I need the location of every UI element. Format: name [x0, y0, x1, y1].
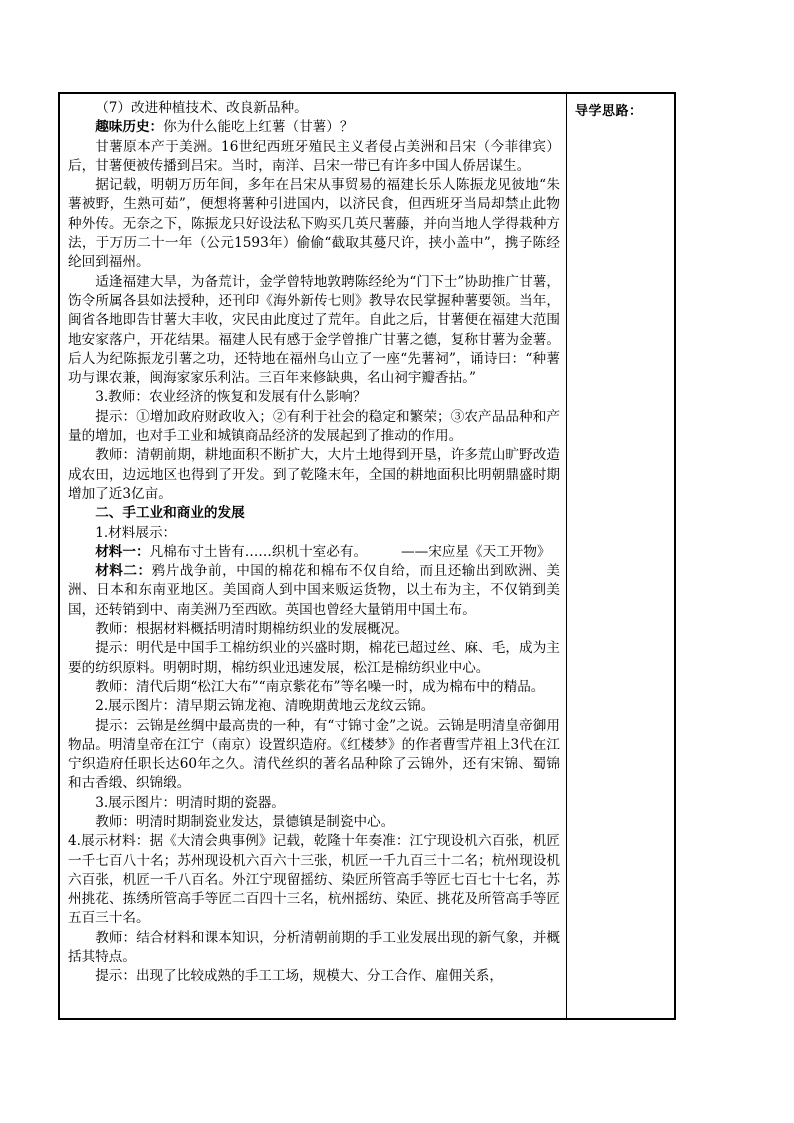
paragraph: 据记载，明朝万历年间，多年在吕宋从事贸易的福建长乐人陈振龙见彼地“朱薯被野，生熟可茹”，便想将薯种引进国内，以济民食，但西班牙当局却禁止此物种外传。无奈之下，陈振龙只好设法私下购买几英尺薯藤，并向当地人学得栽种方法，于万历二十一年（公元1593年）偷偷“截取其蔓尺许，挟小盖中”，携子陈经纶回到福州。	[68, 177, 560, 271]
paragraph: 教师：清代后期“松江大布”“南京紫花布”等名噪一时，成为棉布中的精品。	[95, 678, 545, 695]
guide-column	[567, 94, 674, 1018]
paragraph: 材料一：凡棉布寸土皆有……织机十室必有。 ——宋应星《天工开物》	[95, 543, 551, 560]
paragraph: 提示：出现了比较成熟的手工工场，规模大、分工合作、雇佣关系，	[95, 968, 503, 985]
section-heading: 二、手工业和商业的发展	[95, 505, 245, 522]
paragraph: 趣味历史：你为什么能吃上红薯（甘薯）？	[95, 119, 354, 136]
paragraph: 教师：明清时期制瓷业发达，景德镇是制瓷中心。	[95, 813, 395, 830]
paragraph: 3.教师：农业经济的恢复和发展有什么影响？	[95, 389, 367, 406]
paragraph: 4.展示材料：据《大清会典事例》记载，乾隆十年奏准：江宁现设机六百张，机匠一千七百八十名；苏州现设机六百六十三张，机匠一千九百三十二名；杭州现设机六百张，机匠一千八百名。外江宁现留摇纺、染匠所管高手等匠七百七十七名，苏州挑花、拣绣所管高手等匠二百四十三名，杭州摇纺、染匠、挑花及所管高手等匠五百三十名。	[68, 833, 560, 927]
paragraph: 教师：结合材料和课本知识，分析清朝前期的手工业发展出现的新气象，并概括其特点。	[68, 929, 560, 966]
paragraph: 教师：根据材料概括明清时期棉纺织业的发展概况。	[95, 621, 408, 638]
paragraph: 提示：明代是中国手工棉纺织业的兴盛时期，棉花已超过丝、麻、毛，成为主要的纺织原料。明朝时期，棉纺织业迅速发展，松江是棉纺织业中心。	[68, 640, 560, 676]
paragraph: 教师：清朝前期，耕地面积不断扩大，大片土地得到开垦，许多荒山旷野改造成农田，边远地区也得到了开发。到了乾隆末年，全国的耕地面积比明朝鼎盛时期增加了近3亿亩。	[68, 447, 560, 502]
paragraph: 材料二：鸦片战争前，中国的棉花和棉布不仅自给，而且还输出到欧洲、美洲、日本和东南亚地区。美国商人到中国来贩运货物，以土布为主，不仅销到美国，还转销到中、南美洲乃至西欧。英国也曾经大量销用中国土布。	[68, 563, 561, 618]
paragraph: 3.展示图片：明清时期的瓷器。	[95, 794, 285, 811]
content-column	[60, 94, 567, 1018]
paragraph: 提示：①增加政府财政收入；②有利于社会的稳定和繁荣；③农产品品种和产量的增加，也对手工业和城镇商品经济的发展起到了推动的作用。	[68, 408, 560, 445]
material-lead: 材料一：	[95, 543, 150, 560]
section-lead: 趣味历史：	[95, 119, 164, 136]
paragraph: 提示：云锦是丝绸中最高贵的一种，有“寸锦寸金”之说。云锦是明清皇帝御用物品。明清皇帝在江宁（南京）设置织造府。《红楼梦》的作者曹雪芹祖上3代在江宁织造府任职长达60年之久。清代丝织的著名品种除了云锦外，还有宋锦、蜀锦和古香缎、织锦缎。	[68, 717, 560, 792]
paragraph: 适逢福建大旱，为备荒计，金学曾特地敦聘陈经纶为“门下士”协助推广甘薯，饬令所属各县如法授种，还刊印《海外新传七则》教导农民掌握种薯要领。当年，闽省各地即告甘薯大丰收，灾民由此度过了荒年。自此之后，甘薯便在福建大范围地安家落户，开花结果。福建人民有感于金学曾推广甘薯之德，复称甘薯为金薯。后人为纪陈振龙引薯之功，还特地在福州乌山立了一座“先薯祠”，诵诗曰：“种薯功与课农兼，闽海家家乐利沾。三百年来修缺典，名山祠宇瓣香拈。”	[68, 273, 560, 387]
guide-label: 导学思路：	[575, 104, 643, 119]
paragraph: （7）改进种植技术、改良新品种。	[95, 100, 308, 116]
lesson-table	[58, 92, 676, 1020]
paragraph: 1.材料展示：	[95, 524, 177, 541]
paragraph: 甘薯原本产于美洲。16世纪西班牙殖民主义者侵占美洲和吕宋（今菲律宾）后，甘薯便被传播到吕宋。当时，南洋、吕宋一带已有许多中国人侨居谋生。	[68, 138, 560, 174]
paragraph: 2.展示图片：清早期云锦龙袍、清晚期黄地云龙纹云锦。	[95, 698, 435, 715]
material-lead: 材料二：	[95, 563, 152, 580]
